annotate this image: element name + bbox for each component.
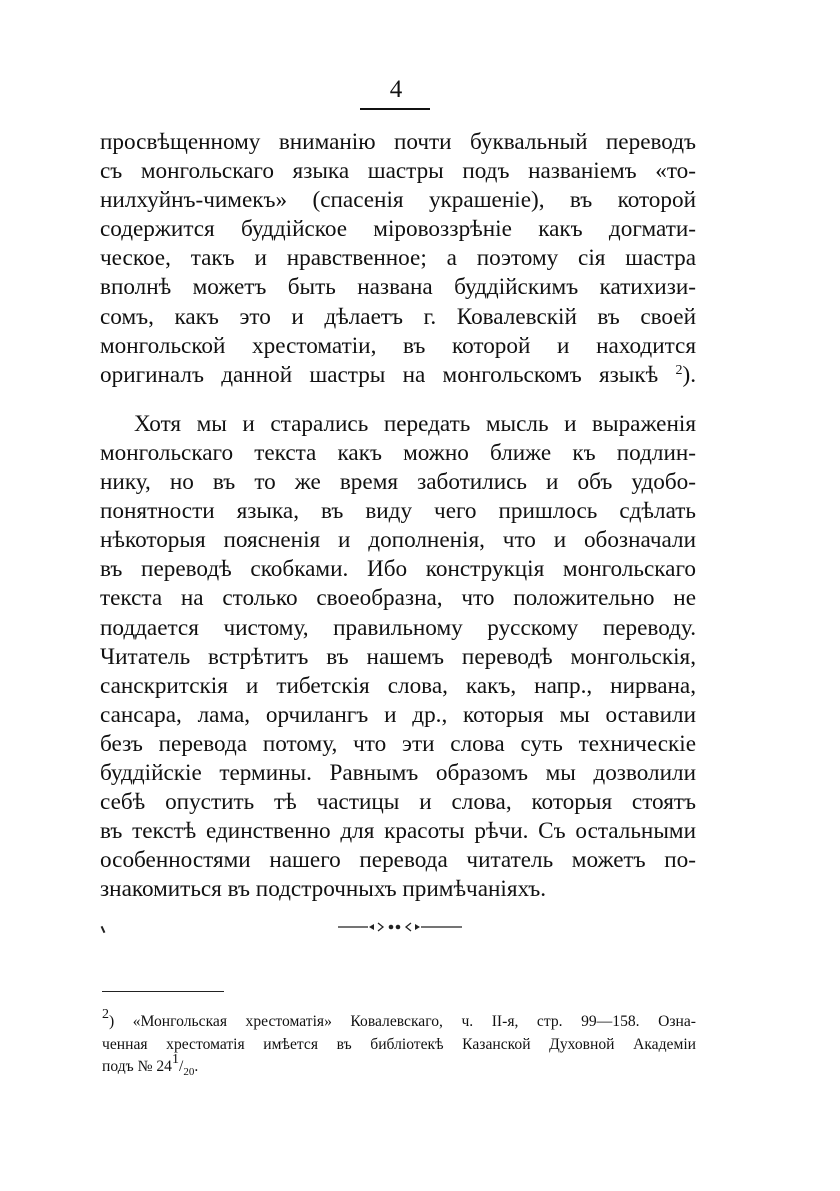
text-line: вполнѣ можетъ быть названа буддійскимъ катихизи-	[100, 274, 696, 301]
footnote-line	[102, 1007, 696, 1034]
fraction-denominator: 20	[183, 1066, 195, 1079]
footnote-line-last: подъ № $24^1/_{20}$.	[102, 1052, 199, 1079]
text-line: понятности языка, въ виду чего пришлось сдѣлать	[100, 498, 696, 525]
stray-mark	[101, 926, 106, 933]
footnote-line: ченная хрестоматія имѣется въ библіотекѣ Казанской Духовной Академіи	[102, 1035, 696, 1053]
text-line: въ текстѣ единственно для красоты рѣчи. Съ остальными	[100, 818, 696, 845]
text-line-last	[100, 361, 696, 390]
footnote-line-text: подъ № 24	[102, 1058, 172, 1075]
text-line: въ переводѣ скобками. Ибо конструкція монгольскаго	[100, 556, 696, 583]
paragraph-2	[100, 410, 696, 905]
text-line: буддійскіе термины. Равнымъ образомъ мы дозволили	[100, 759, 696, 786]
text-line-content: оригиналъ данной шастры на монгольскомъ языкѣ	[100, 361, 659, 388]
text-line: текста на столько своеобразна, что положительно не	[100, 585, 696, 612]
text-line: просвѣщенному вниманію почти буквальный переводъ	[100, 129, 696, 155]
paragraph-1	[100, 128, 696, 390]
footnote-rule	[102, 991, 224, 992]
text-line-end: ).	[682, 361, 697, 388]
text-line: поддается чистому, правильному русскому переводу.	[100, 614, 696, 641]
text-line: ческое, такъ и нравственное; а поэтому сія шастра	[100, 245, 696, 272]
ornament-divider	[338, 920, 462, 934]
text-line: нѣкоторыя поясненія и дополненія, что и обозначали	[100, 527, 696, 554]
text-line: Читатель встрѣтитъ въ нашемъ переводѣ монгольскія,	[100, 643, 696, 670]
footnote-marker: 2	[102, 1007, 109, 1022]
footnote-reference: 2	[675, 362, 683, 378]
paragraph-gap	[100, 390, 696, 410]
text-line: монгольской хрестоматіи, въ которой и находится	[100, 332, 696, 359]
body-text	[100, 128, 696, 904]
text-line: монгольскаго текста какъ можно ближе къ подлин-	[100, 439, 696, 466]
page-number-rule	[360, 108, 430, 110]
text-line: безъ перевода потому, что эти слова суть техническіе	[100, 730, 696, 757]
fraction-numerator: 1	[171, 1052, 179, 1067]
text-line: себѣ опустить тѣ частицы и слова, которыя стоятъ	[100, 789, 696, 816]
page-number: 4	[389, 76, 403, 103]
text-line: знакомиться въ подстрочныхъ примѣчаніяхъ.	[100, 876, 547, 903]
text-line: санскритскія и тибетскія слова, какъ, напр., нирвана,	[100, 672, 696, 699]
text-line: съ монгольскаго языка шастры подъ названіемъ «то-	[100, 158, 696, 185]
text-line: нилхуйнъ-чимекъ» (спасенія украшеніе), въ которой	[100, 187, 696, 214]
text-line: нику, но въ то же время заботились и объ удобо-	[100, 469, 696, 496]
footnote	[102, 1007, 696, 1084]
text-line: содержится буддійское міровоззрѣніе какъ догмати-	[100, 216, 696, 243]
text-line: сансара, лама, орчилангъ и др., которыя мы оставили	[100, 701, 696, 728]
text-line: Хотя мы и старались передать мысль и выраженія	[134, 410, 696, 437]
text-line: особенностями нашего перевода читатель можетъ по-	[100, 847, 696, 874]
footnote-end: .	[194, 1058, 199, 1075]
text-line: сомъ, какъ это и дѣлаетъ г. Ковалевскій въ своей	[100, 303, 696, 330]
footnote-line-text: ) «Монгольская хрестоматія» Ковалевскаго, ч. II-я, стр. 99—158. Озна-	[109, 1013, 696, 1030]
